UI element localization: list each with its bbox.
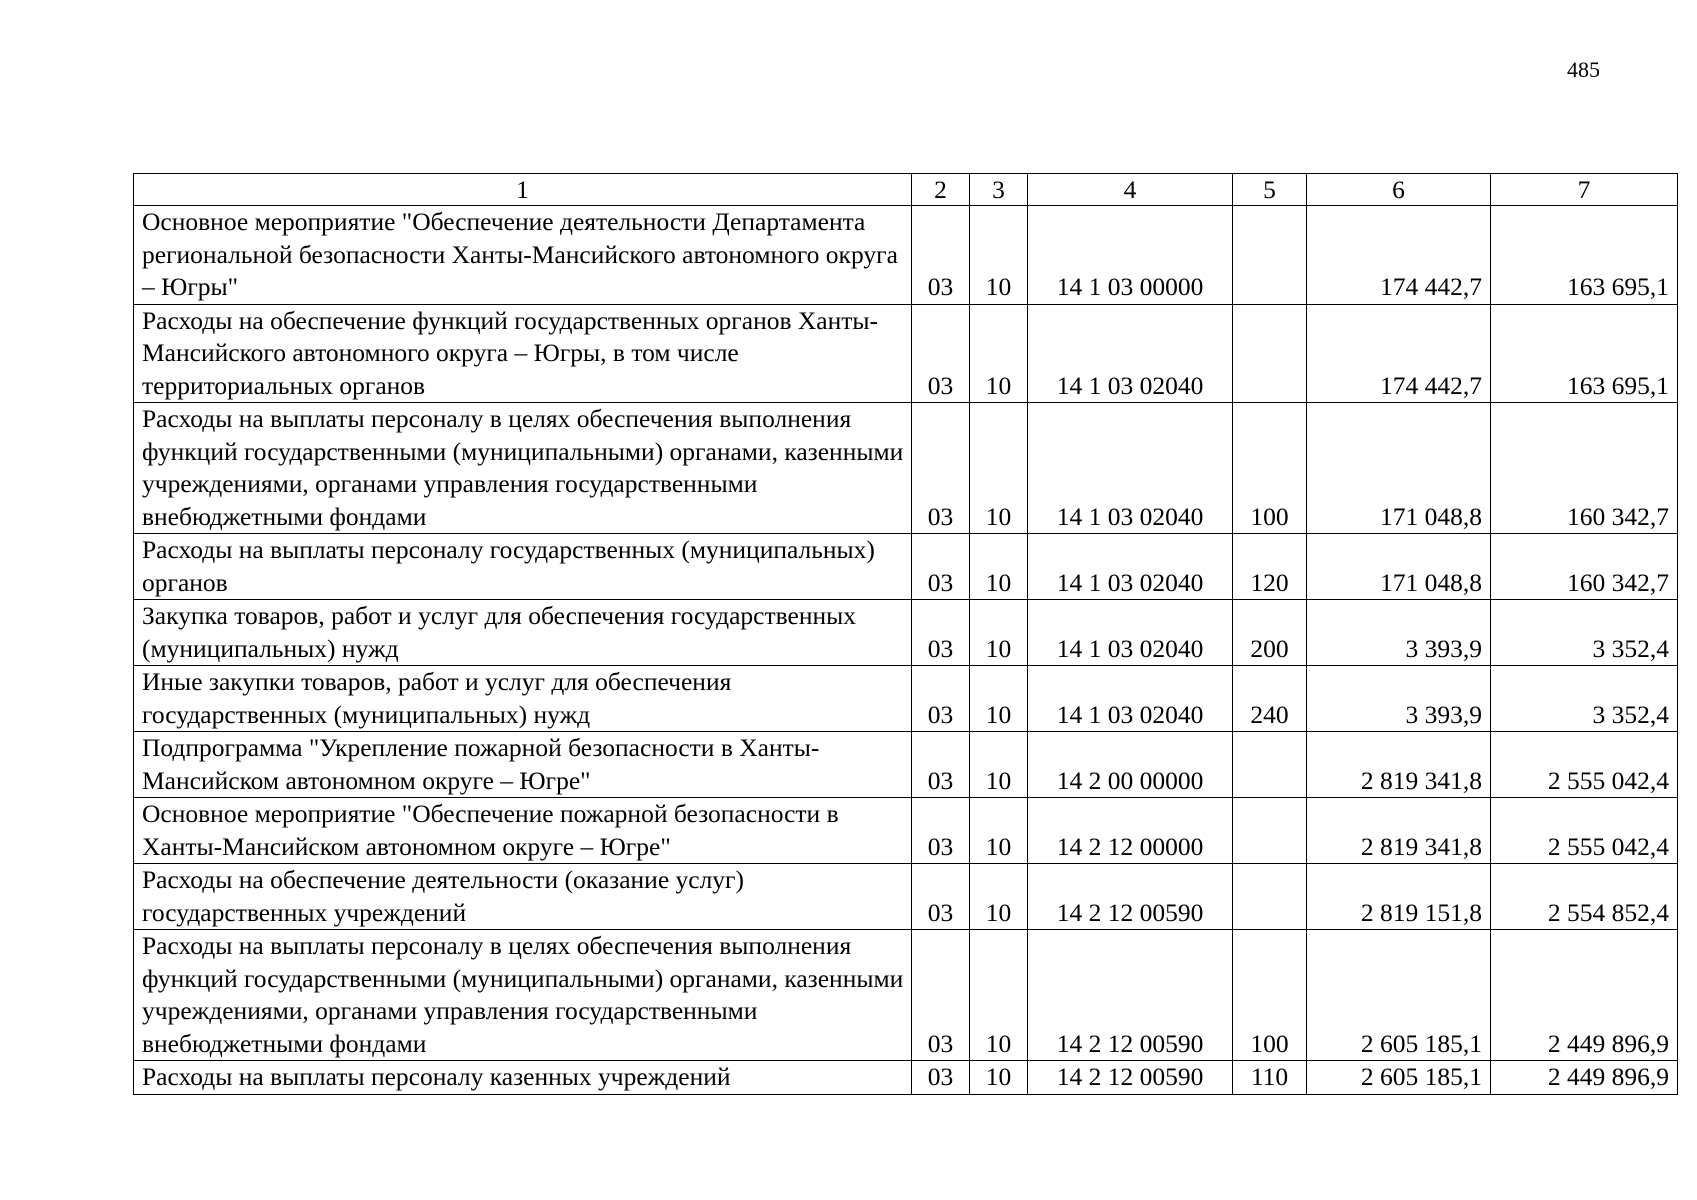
- amount-col7-cell: 160 342,7: [1491, 534, 1678, 600]
- amount-col7-cell: 163 695,1: [1491, 206, 1678, 305]
- section-cell: 03: [912, 798, 970, 864]
- section-cell: 03: [912, 1061, 970, 1095]
- table-row: [134, 1061, 1678, 1095]
- expense-type-cell: 200: [1233, 600, 1307, 666]
- table-row: [134, 534, 1678, 600]
- subsection-cell: 10: [970, 930, 1028, 1061]
- amount-col6-cell: 174 442,7: [1307, 206, 1491, 305]
- section-cell: 03: [912, 930, 970, 1061]
- row-name-cell: Расходы на обеспечение деятельности (оказание услуг) государственных учреждений: [134, 864, 912, 930]
- expense-type-cell: 240: [1233, 666, 1307, 732]
- section-cell: 03: [912, 206, 970, 305]
- target-article-cell: 14 1 03 02040: [1028, 600, 1233, 666]
- table-row: [134, 798, 1678, 864]
- subsection-cell: 10: [970, 304, 1028, 403]
- table-row: [134, 600, 1678, 666]
- amount-col6-cell: 2 819 341,8: [1307, 732, 1491, 798]
- subsection-cell: 10: [970, 666, 1028, 732]
- amount-col6-cell: 2 605 185,1: [1307, 1061, 1491, 1095]
- target-article-cell: 14 1 03 00000: [1028, 206, 1233, 305]
- amount-col7-cell: 2 449 896,9: [1491, 930, 1678, 1061]
- subsection-cell: 10: [970, 206, 1028, 305]
- expense-type-cell: 110: [1233, 1061, 1307, 1095]
- subsection-cell: 10: [970, 798, 1028, 864]
- amount-col7-cell: 2 555 042,4: [1491, 732, 1678, 798]
- target-article-cell: 14 1 03 02040: [1028, 666, 1233, 732]
- amount-col6-cell: 2 605 185,1: [1307, 930, 1491, 1061]
- header-cell-2: 2: [912, 174, 970, 206]
- header-cell-1: 1: [134, 174, 912, 206]
- amount-col6-cell: 2 819 341,8: [1307, 798, 1491, 864]
- expense-type-cell: [1233, 798, 1307, 864]
- row-name-cell: Расходы на обеспечение функций государственных органов Ханты-Мансийского автономного округа – Югры, в том числе территориальных органов: [134, 304, 912, 403]
- amount-col6-cell: 3 393,9: [1307, 600, 1491, 666]
- row-name-cell: Основное мероприятие "Обеспечение пожарной безопасности в Ханты-Мансийском автономном округе – Югре": [134, 798, 912, 864]
- row-name-cell: Расходы на выплаты персоналу казенных учреждений: [134, 1061, 912, 1095]
- expense-type-cell: [1233, 864, 1307, 930]
- table-row: [134, 666, 1678, 732]
- expense-type-cell: 100: [1233, 403, 1307, 534]
- table-header-row: [134, 174, 1678, 206]
- table-row: [134, 304, 1678, 403]
- expense-type-cell: 120: [1233, 534, 1307, 600]
- page-number: 485: [1567, 57, 1600, 82]
- row-name-cell: Расходы на выплаты персоналу государственных (муниципальных) органов: [134, 534, 912, 600]
- header-cell-5: 5: [1233, 174, 1307, 206]
- amount-col7-cell: 3 352,4: [1491, 600, 1678, 666]
- amount-col6-cell: 174 442,7: [1307, 304, 1491, 403]
- target-article-cell: 14 1 03 02040: [1028, 403, 1233, 534]
- target-article-cell: 14 2 00 00000: [1028, 732, 1233, 798]
- row-name-cell: Расходы на выплаты персоналу в целях обеспечения выполнения функций государственными (муниципальными) органами, казенными учреждениями, органами управления государственными внебюджетными фондами: [134, 930, 912, 1061]
- amount-col6-cell: 3 393,9: [1307, 666, 1491, 732]
- table-row: [134, 732, 1678, 798]
- header-cell-6: 6: [1307, 174, 1491, 206]
- table-row: [134, 403, 1678, 534]
- subsection-cell: 10: [970, 600, 1028, 666]
- expense-type-cell: [1233, 304, 1307, 403]
- row-name-cell: Иные закупки товаров, работ и услуг для обеспечения государственных (муниципальных) нужд: [134, 666, 912, 732]
- table-row: [134, 206, 1678, 305]
- section-cell: 03: [912, 666, 970, 732]
- expense-type-cell: 100: [1233, 930, 1307, 1061]
- target-article-cell: 14 2 12 00000: [1028, 798, 1233, 864]
- expense-type-cell: [1233, 206, 1307, 305]
- section-cell: 03: [912, 600, 970, 666]
- budget-table: [133, 173, 1678, 1095]
- section-cell: 03: [912, 864, 970, 930]
- section-cell: 03: [912, 304, 970, 403]
- subsection-cell: 10: [970, 864, 1028, 930]
- target-article-cell: 14 2 12 00590: [1028, 1061, 1233, 1095]
- row-name-cell: Подпрограмма "Укрепление пожарной безопасности в Ханты-Мансийском автономном округе – Югре": [134, 732, 912, 798]
- row-name-cell: Закупка товаров, работ и услуг для обеспечения государственных (муниципальных) нужд: [134, 600, 912, 666]
- target-article-cell: 14 2 12 00590: [1028, 864, 1233, 930]
- target-article-cell: 14 1 03 02040: [1028, 534, 1233, 600]
- header-cell-3: 3: [970, 174, 1028, 206]
- amount-col7-cell: 163 695,1: [1491, 304, 1678, 403]
- amount-col7-cell: 2 555 042,4: [1491, 798, 1678, 864]
- section-cell: 03: [912, 732, 970, 798]
- amount-col6-cell: 2 819 151,8: [1307, 864, 1491, 930]
- subsection-cell: 10: [970, 403, 1028, 534]
- row-name-cell: Основное мероприятие "Обеспечение деятельности Департамента региональной безопасности Ханты-Мансийского автономного округа – Югры": [134, 206, 912, 305]
- section-cell: 03: [912, 534, 970, 600]
- target-article-cell: 14 2 12 00590: [1028, 930, 1233, 1061]
- section-cell: 03: [912, 403, 970, 534]
- table-row: [134, 864, 1678, 930]
- subsection-cell: 10: [970, 732, 1028, 798]
- row-name-cell: Расходы на выплаты персоналу в целях обеспечения выполнения функций государственными (муниципальными) органами, казенными учреждениями, органами управления государственными внебюджетными фондами: [134, 403, 912, 534]
- amount-col6-cell: 171 048,8: [1307, 534, 1491, 600]
- header-cell-4: 4: [1028, 174, 1233, 206]
- amount-col7-cell: 2 554 852,4: [1491, 864, 1678, 930]
- amount-col6-cell: 171 048,8: [1307, 403, 1491, 534]
- amount-col7-cell: 3 352,4: [1491, 666, 1678, 732]
- table-row: [134, 930, 1678, 1061]
- subsection-cell: 10: [970, 1061, 1028, 1095]
- subsection-cell: 10: [970, 534, 1028, 600]
- header-cell-7: 7: [1491, 174, 1678, 206]
- target-article-cell: 14 1 03 02040: [1028, 304, 1233, 403]
- expense-type-cell: [1233, 732, 1307, 798]
- amount-col7-cell: 2 449 896,9: [1491, 1061, 1678, 1095]
- amount-col7-cell: 160 342,7: [1491, 403, 1678, 534]
